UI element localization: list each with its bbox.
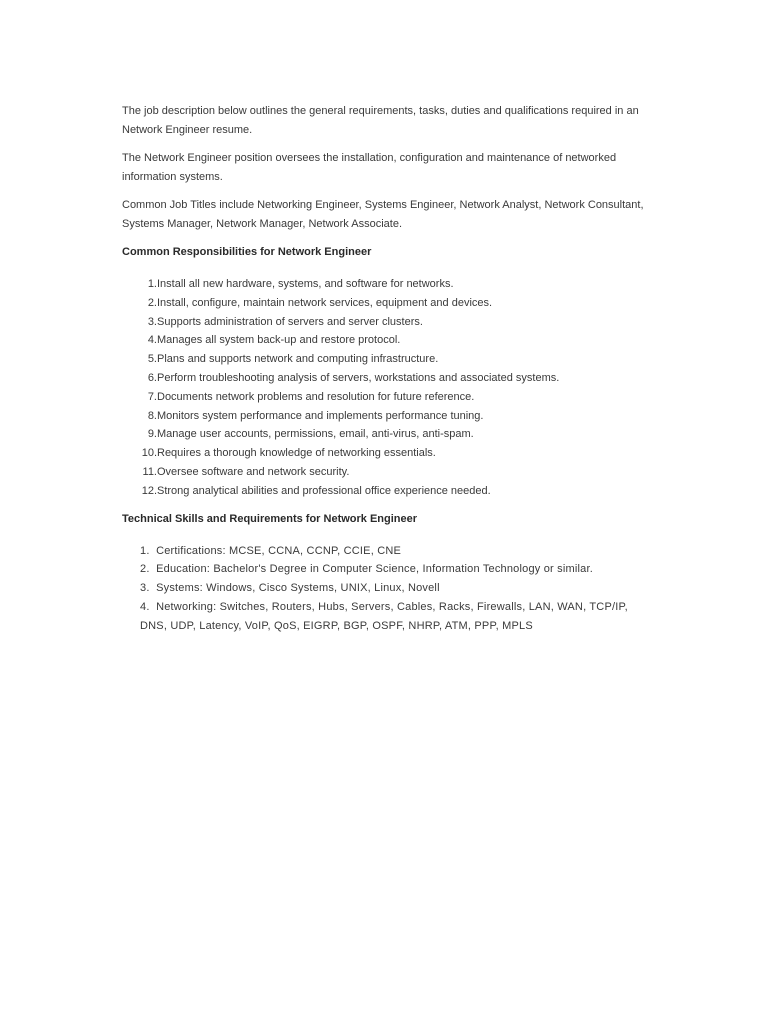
list-item-number: 9. [147, 428, 157, 441]
list-item-number: 8. [147, 409, 157, 422]
skills-heading: Technical Skills and Requirements for Network Engineer [122, 512, 418, 525]
list-item-text: Install all new hardware, systems, and software for networks. [157, 278, 454, 290]
list-item [122, 407, 652, 426]
list-item-text: Manage user accounts, permissions, email, anti-virus, anti-spam. [157, 428, 474, 441]
intro-paragraph-2: The Network Engineer position oversees the installation, configuration and maintenance of networked information systems. [122, 152, 617, 183]
list-item: 3. Systems: Windows, Cisco Systems, UNIX, Linux, Novell [140, 582, 440, 595]
list-item-number: 5. [147, 353, 157, 366]
intro-paragraph-1: The job description below outlines the general requirements, tasks, duties and qualifications required in an Network Engineer resume. [122, 105, 639, 136]
list-item [122, 388, 652, 407]
list-item-text: Perform troubleshooting analysis of servers, workstations and associated systems. [157, 371, 560, 384]
list-item: 4. Networking: Switches, Routers, Hubs, Servers, Cables, Racks, Firewalls, LAN, WAN, TCP/IP, [140, 600, 628, 613]
list-item-text: Requires a thorough knowledge of networking essentials. [157, 447, 436, 460]
intro-paragraph-3: Common Job Titles include Networking Engineer, Systems Engineer, Network Analyst, Network Consultant, Systems Manager, Network Manager, Network Associate. [122, 199, 644, 230]
list-item-text: Plans and supports network and computing infrastructure. [157, 353, 439, 366]
list-item [122, 313, 652, 332]
list-item-number: 10. [141, 447, 157, 460]
responsibilities-list [122, 275, 652, 501]
list-item [122, 350, 652, 369]
list-item-text: Oversee software and network security. [157, 465, 350, 478]
list-item-text: Install, configure, maintain network services, equipment and devices. [157, 296, 493, 309]
list-item: 1. Certifications: MCSE, CCNA, CCNP, CCIE, CNE [140, 544, 402, 557]
responsibilities-heading: Common Responsibilities for Network Engineer [122, 246, 372, 258]
list-item-number: 12. [141, 484, 157, 497]
list-item [122, 444, 652, 463]
list-item-number: 7. [147, 390, 157, 403]
list-item-number: 6. [147, 371, 157, 384]
list-item-number: 2. [147, 296, 157, 309]
skills-list [122, 542, 652, 636]
list-item [122, 482, 652, 501]
list-item-number: 11. [142, 465, 157, 478]
list-item [122, 275, 652, 294]
list-item-text: Strong analytical abilities and professional office experience needed. [157, 484, 491, 497]
list-item [122, 425, 652, 444]
list-item-text: Documents network problems and resolution for future reference. [157, 390, 475, 403]
list-item-number: 4. [147, 334, 157, 347]
list-item-text: Supports administration of servers and server clusters. [157, 315, 423, 328]
list-item-text: Monitors system performance and implements performance tuning. [157, 409, 484, 422]
list-item: 2. Education: Bachelor's Degree in Computer Science, Information Technology or similar. [140, 563, 593, 576]
list-item [122, 294, 652, 313]
list-item [122, 369, 652, 388]
list-item [122, 331, 652, 350]
list-item-number: 1. [147, 278, 157, 290]
list-item [122, 463, 652, 482]
list-item-continuation: DNS, UDP, Latency, VoIP, QoS, EIGRP, BGP, OSPF, NHRP, ATM, PPP, MPLS [140, 619, 533, 632]
list-item-text: Manages all system back-up and restore protocol. [157, 334, 401, 347]
document-page [122, 102, 652, 636]
list-item-number: 3. [147, 315, 157, 328]
